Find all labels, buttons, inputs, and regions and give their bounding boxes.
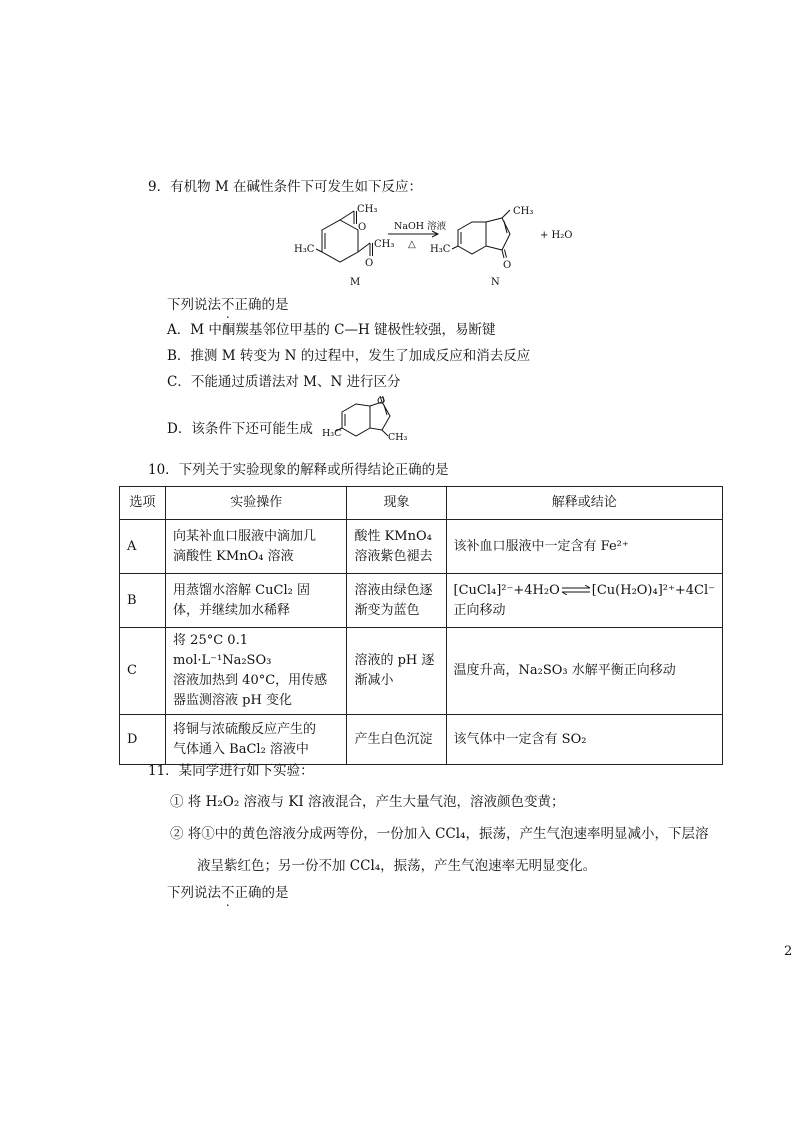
q11-prompt: 下列说法不正确的是 (167, 885, 289, 901)
header-conclusion: 解释或结论 (446, 487, 722, 520)
option-d-structure (322, 396, 422, 442)
q9-prompt: 下列说法不正确的是 (167, 297, 289, 313)
header-phenomenon: 现象 (347, 487, 446, 520)
n-six-ring (458, 222, 486, 254)
row-d-operation: 将铜与浓硫酸反应产生的 气体通入 BaCl₂ 溶液中 (166, 715, 347, 765)
m-right-ch3: CH₃ (374, 239, 395, 250)
q9-option-d: D．该条件下还可能生成 (167, 421, 313, 437)
row-a-option: A (120, 520, 166, 574)
row-c-conclusion: 温度升高，Na₂SO₃ 水解平衡正向移动 (446, 628, 722, 715)
heat-symbol: △ (408, 239, 416, 250)
m-right-o: O (365, 258, 374, 269)
q9-option-c: C．不能通过质谱法对 M、N 进行区分 (167, 374, 401, 390)
q9-option-b: B．推测 M 转变为 N 的过程中，发生了加成反应和消去反应 (167, 348, 531, 364)
row-d-option: D (120, 715, 166, 765)
q11-step-2-line-1: ② 将①中的黄色溶液分成两等份，一份加入 CCl₄，振荡，产生气泡速率明显减小，下层溶 (170, 826, 709, 842)
n-methyl-bond (502, 210, 510, 218)
row-c-option: C (120, 628, 166, 715)
q10-stem: 10．下列关于实验现象的解释或所得结论正确的是 (148, 462, 449, 478)
table-row (120, 520, 723, 574)
table-row (120, 574, 723, 628)
q9-option-a: A．M 中酮羰基邻位甲基的 C—H 键极性较强，易断键 (167, 322, 496, 338)
row-c-operation: 将 25°C 0.1 mol·L⁻¹Na₂SO₃ 溶液加热到 40°C，用传感 器监测溶液 pH 变化 (166, 628, 347, 715)
n-left-h3c: H₃C (430, 244, 451, 255)
row-b-phenomenon: 溶液由绿色逐 渐变为蓝色 (347, 574, 446, 628)
row-a-operation: 向某补血口服液中滴加几 滴酸性 KMnO₄ 溶液 (166, 520, 347, 574)
option-d-o: O (377, 396, 385, 407)
row-b-option: B (120, 574, 166, 628)
m-left-h3c: H₃C (294, 244, 315, 255)
m-methyl-bond (316, 249, 322, 252)
label-m: M (350, 277, 361, 288)
row-b-operation: 用蒸馏水溶解 CuCl₂ 固 体，并继续加水稀释 (166, 574, 347, 628)
q11-prompt-emphasis: 不 (221, 885, 235, 901)
label-n: N (491, 277, 500, 288)
experiment-table (119, 486, 723, 765)
q11-step-1: ① 将 H₂O₂ 溶液与 KI 溶液混合，产生大量气泡，溶液颜色变黄； (170, 794, 565, 810)
row-b-conclusion: [CuCl₄]²⁻+4H₂O [Cu(H₂O)₄]²⁺+4Cl⁻ 正向移动 (446, 574, 722, 628)
equilibrium-arrow-icon (561, 585, 591, 595)
option-d-ch3: CH₃ (388, 432, 408, 442)
header-operation: 实验操作 (166, 487, 347, 520)
table-row (120, 628, 723, 715)
table-row (120, 715, 723, 765)
row-c-phenomenon: 溶液的 pH 逐 渐减小 (347, 628, 446, 715)
reaction-scheme (290, 200, 590, 292)
q11-step-2-line-2: 液呈紫红色；另一份不加 CCl₄，振荡，产生气泡速率无明显变化。 (197, 858, 597, 874)
table-header-row (120, 487, 723, 520)
row-a-conclusion: 该补血口服液中一定含有 Fe²⁺ (446, 520, 722, 574)
q9-prompt-emphasis: 不 (221, 297, 235, 313)
page-number: 2 (784, 944, 793, 959)
m-acetyl-top-bond (340, 211, 354, 220)
option-d-h3c: H₃C (322, 428, 342, 439)
m-top-ch3: CH₃ (357, 204, 378, 215)
reagent-label: NaOH 溶液 (394, 221, 447, 232)
n-left-methyl-bond (452, 246, 458, 249)
n-bottom-o: O (503, 260, 512, 271)
n-carbonyl (502, 250, 504, 258)
q11-stem: 11．某同学进行如下实验： (148, 763, 314, 779)
header-option: 选项 (120, 487, 166, 520)
row-a-phenomenon: 酸性 KMnO₄ 溶液紫色褪去 (347, 520, 446, 574)
n-five-ring (486, 218, 510, 250)
m-acetyl-right-bond (358, 243, 370, 252)
q9-stem: 9．有机物 M 在碱性条件下可发生如下反应： (148, 179, 422, 195)
m-ring (322, 220, 358, 262)
m-top-o: O (358, 222, 367, 233)
n-top-ch3: CH₃ (513, 206, 534, 217)
row-d-phenomenon: 产生白色沉淀 (347, 715, 446, 765)
plus-water: + H₂O (540, 230, 573, 241)
row-d-conclusion: 该气体中一定含有 SO₂ (446, 715, 722, 765)
